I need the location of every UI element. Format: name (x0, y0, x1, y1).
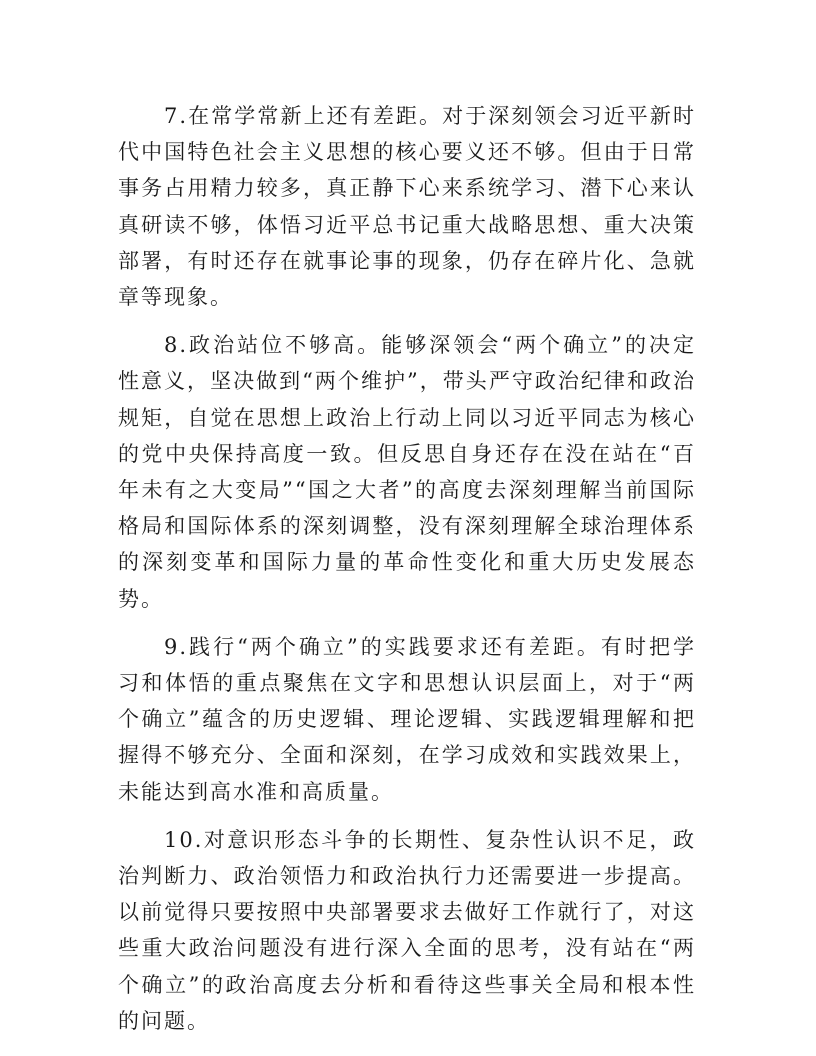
paragraph-8: 8.政治站位不够高。能够深领会“两个确立”的决定性意义，坚决做到“两个维护”，带头严守政治纪律和政治规矩，自觉在思想上政治上行动上同以习近平同志为核心的党中央保持高度一致。但反思自身还存在没在站在“百年未有之大变局”“国之大者”的高度去深刻理解当前国际格局和国际体系的深刻调整，没有深刻理解全球治理体系的深刻变革和国际力量的革命性变化和重大历史发展态势。 (118, 333, 696, 611)
document-page (118, 98, 696, 1051)
paragraph-9: 9.践行“两个确立”的实践要求还有差距。有时把学习和体悟的重点聚焦在文字和思想认识层面上，对于“两个确立”蕴含的历史逻辑、理论逻辑、实践逻辑理解和把握得不够充分、全面和深刻，在学习成效和实践效果上，未能达到高水准和高质量。 (118, 634, 696, 804)
paragraph-10: 10.对意识形态斗争的长期性、复杂性认识不足，政治判断力、政治领悟力和政治执行力还需要进一步提高。以前觉得只要按照中央部署要求去做好工作就行了，对这些重大政治问题没有进行深入全面的思考，没有站在“两个确立”的政治高度去分析和看待这些事关全局和根本性的问题。 (118, 827, 696, 1033)
paragraph-7: 7.在常学常新上还有差距。对于深刻领会习近平新时代中国特色社会主义思想的核心要义还不够。但由于日常事务占用精力较多，真正静下心来系统学习、潜下心来认真研读不够，体悟习近平总书记重大战略思想、重大决策部署，有时还存在就事论事的现象，仍存在碎片化、急就章等现象。 (118, 104, 696, 310)
